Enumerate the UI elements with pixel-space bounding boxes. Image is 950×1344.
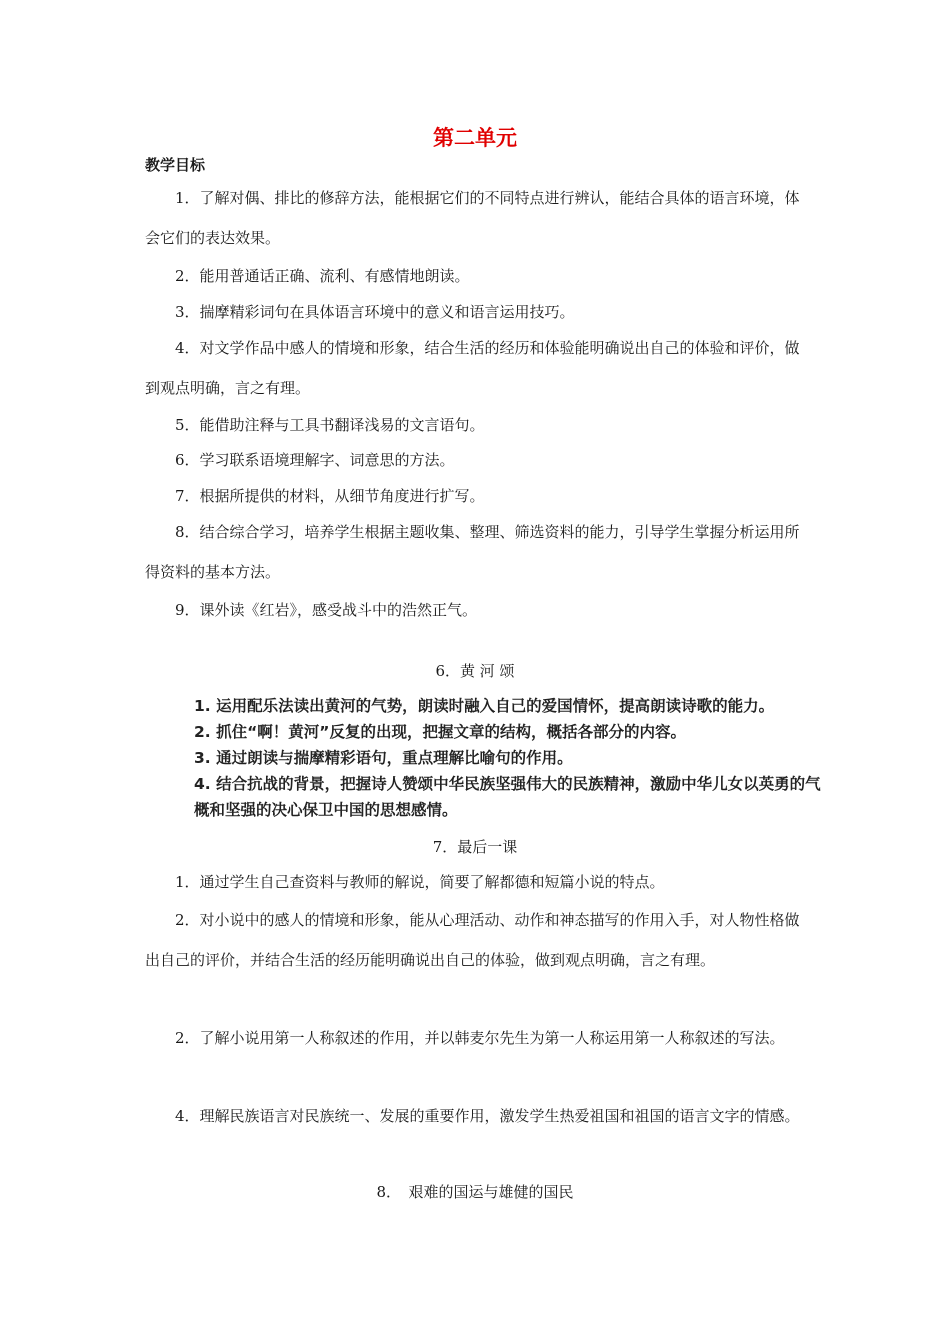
lesson6-goal-item: 3. 通过朗读与揣摩精彩语句，重点理解比喻句的作用。 — [194, 749, 573, 767]
unit-title: 第二单元 — [433, 126, 517, 150]
goal-item: 2．能用普通话正确、流利、有感情地朗读。 — [175, 267, 470, 285]
goal-item: 3．揣摩精彩词句在具体语言环境中的意义和语言运用技巧。 — [175, 303, 575, 321]
lesson6-goal-item: 4. 结合抗战的背景，把握诗人赞颂中华民族坚强伟大的民族精神，激励中华儿女以英勇的气概和坚强的决心保卫中国的思想感情。 — [194, 775, 821, 819]
lesson8-title: 8． 艰难的国运与雄健的国民 — [376, 1183, 574, 1201]
goal-item: 8．结合综合学习，培养学生根据主题收集、整理、筛选资料的能力，引导学生掌握分析运用所得资料的基本方法。 — [145, 523, 800, 581]
goal-item: 7．根据所提供的材料，从细节角度进行扩写。 — [175, 487, 485, 505]
goal-item: 5．能借助注释与工具书翻译浅易的文言语句。 — [175, 416, 485, 434]
goal-item: 1．了解对偶、排比的修辞方法，能根据它们的不同特点进行辨认，能结合具体的语言环境，体会它们的表达效果。 — [145, 189, 800, 247]
lesson7-goal-item: 2．了解小说用第一人称叙述的作用，并以韩麦尔先生为第一人称运用第一人称叙述的写法。 — [175, 1029, 785, 1047]
lesson7-goal-item: 4．理解民族语言对民族统一、发展的重要作用，激发学生热爱祖国和祖国的语言文字的情感。 — [175, 1107, 800, 1125]
goal-item: 6．学习联系语境理解字、词意思的方法。 — [175, 451, 455, 469]
goal-item: 9．课外读《红岩》，感受战斗中的浩然正气。 — [175, 601, 478, 619]
lesson6-goal-item: 2. 抓住“啊！黄河”反复的出现，把握文章的结构，概括各部分的内容。 — [194, 723, 686, 741]
lesson6-title: 6．黄 河 颂 — [435, 662, 515, 680]
goal-item: 4．对文学作品中感人的情境和形象，结合生活的经历和体验能明确说出自己的体验和评价，做到观点明确，言之有理。 — [145, 339, 800, 397]
lesson6-goals — [160, 693, 830, 823]
lesson7-title: 7．最后一课 — [432, 838, 518, 856]
lesson7-goal-item: 2．对小说中的感人的情境和形象，能从心理活动、动作和神态描写的作用入手，对人物性格做出自己的评价，并结合生活的经历能明确说出自己的体验，做到观点明确，言之有理。 — [145, 911, 800, 969]
lesson6-goal-item: 1. 运用配乐法读出黄河的气势，朗读时融入自己的爱国情怀，提高朗读诗歌的能力。 — [194, 697, 775, 715]
goals-heading: 教学目标 — [145, 156, 206, 174]
lesson7-goal-item: 1．通过学生自己查资料与教师的解说，简要了解都德和短篇小说的特点。 — [175, 873, 665, 891]
